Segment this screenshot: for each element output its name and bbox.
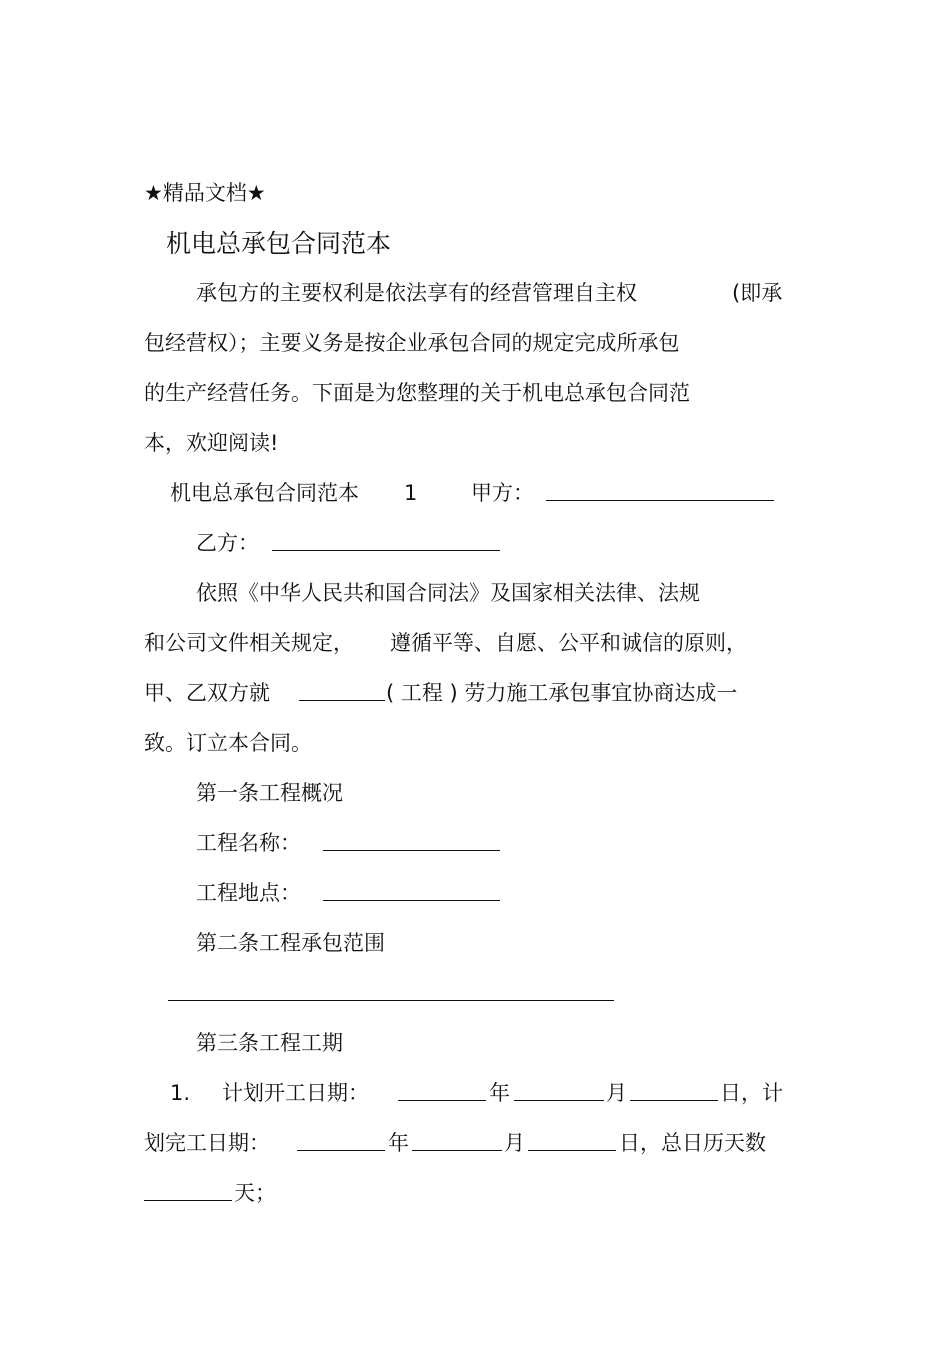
end-year-label: 年	[388, 1131, 409, 1155]
basis-line-3b: ( 工程 ) 劳力施工承包事宜协商达成一	[386, 681, 738, 705]
start-year-label: 年	[489, 1081, 510, 1105]
basis-line-4: 致。订立本合同。	[144, 731, 312, 755]
party-a-blank	[546, 480, 774, 507]
project-location-blank	[323, 880, 500, 907]
basis-line-3a: 甲、乙双方就	[144, 681, 270, 705]
sample-label: 机电总承包合同范本	[170, 481, 359, 505]
start-month-blank	[514, 1080, 604, 1107]
end-day-label: 日，总日历天数	[619, 1131, 766, 1155]
project-name-label: 工程名称：	[196, 831, 301, 855]
basis-line-2a: 和公司文件相关规定，	[144, 631, 354, 655]
scope-blank	[168, 980, 614, 1007]
intro-line-4: 本，欢迎阅读!	[144, 431, 279, 455]
party-a-label: 甲方：	[471, 481, 534, 505]
article-2-heading: 第二条工程承包范围	[196, 931, 385, 955]
end-month-label: 月	[504, 1131, 525, 1155]
end-month-blank	[412, 1130, 502, 1157]
doc-tag: ★精品文档★	[144, 181, 266, 205]
end-year-blank	[297, 1130, 385, 1157]
project-name-blank	[323, 830, 500, 857]
start-day-blank	[630, 1080, 718, 1107]
intro-line-1-tail: (即承	[732, 281, 783, 305]
intro-line-1: 承包方的主要权利是依法享有的经营管理自主权	[196, 281, 637, 305]
start-day-label: 日，计	[720, 1081, 783, 1105]
intro-line-3: 的生产经营任务。下面是为您整理的关于机电总承包合同范	[144, 381, 690, 405]
start-month-label: 月	[606, 1081, 627, 1105]
total-days-suffix: 天；	[234, 1181, 276, 1205]
item-number: 1.	[170, 1081, 191, 1105]
end-day-blank	[528, 1130, 616, 1157]
party-b-blank	[272, 530, 500, 557]
total-days-blank	[144, 1180, 232, 1207]
basis-line-1: 依照《中华人民共和国合同法》及国家相关法律、法规	[196, 581, 700, 605]
start-year-blank	[398, 1080, 486, 1107]
start-date-label: 计划开工日期：	[222, 1081, 369, 1105]
intro-line-2: 包经营权）；主要义务是按企业承包合同的规定完成所承包	[144, 331, 680, 355]
basis-line-2b: 遵循平等、自愿、公平和诚信的原则，	[390, 631, 747, 655]
article-3-heading: 第三条工程工期	[196, 1031, 343, 1055]
end-date-label: 划完工日期：	[144, 1131, 270, 1155]
sample-number: 1	[404, 481, 418, 505]
project-blank	[299, 680, 385, 707]
project-location-label: 工程地点：	[196, 881, 301, 905]
party-b-label: 乙方：	[196, 531, 259, 555]
article-1-heading: 第一条工程概况	[196, 781, 343, 805]
doc-title: 机电总承包合同范本	[166, 229, 392, 258]
